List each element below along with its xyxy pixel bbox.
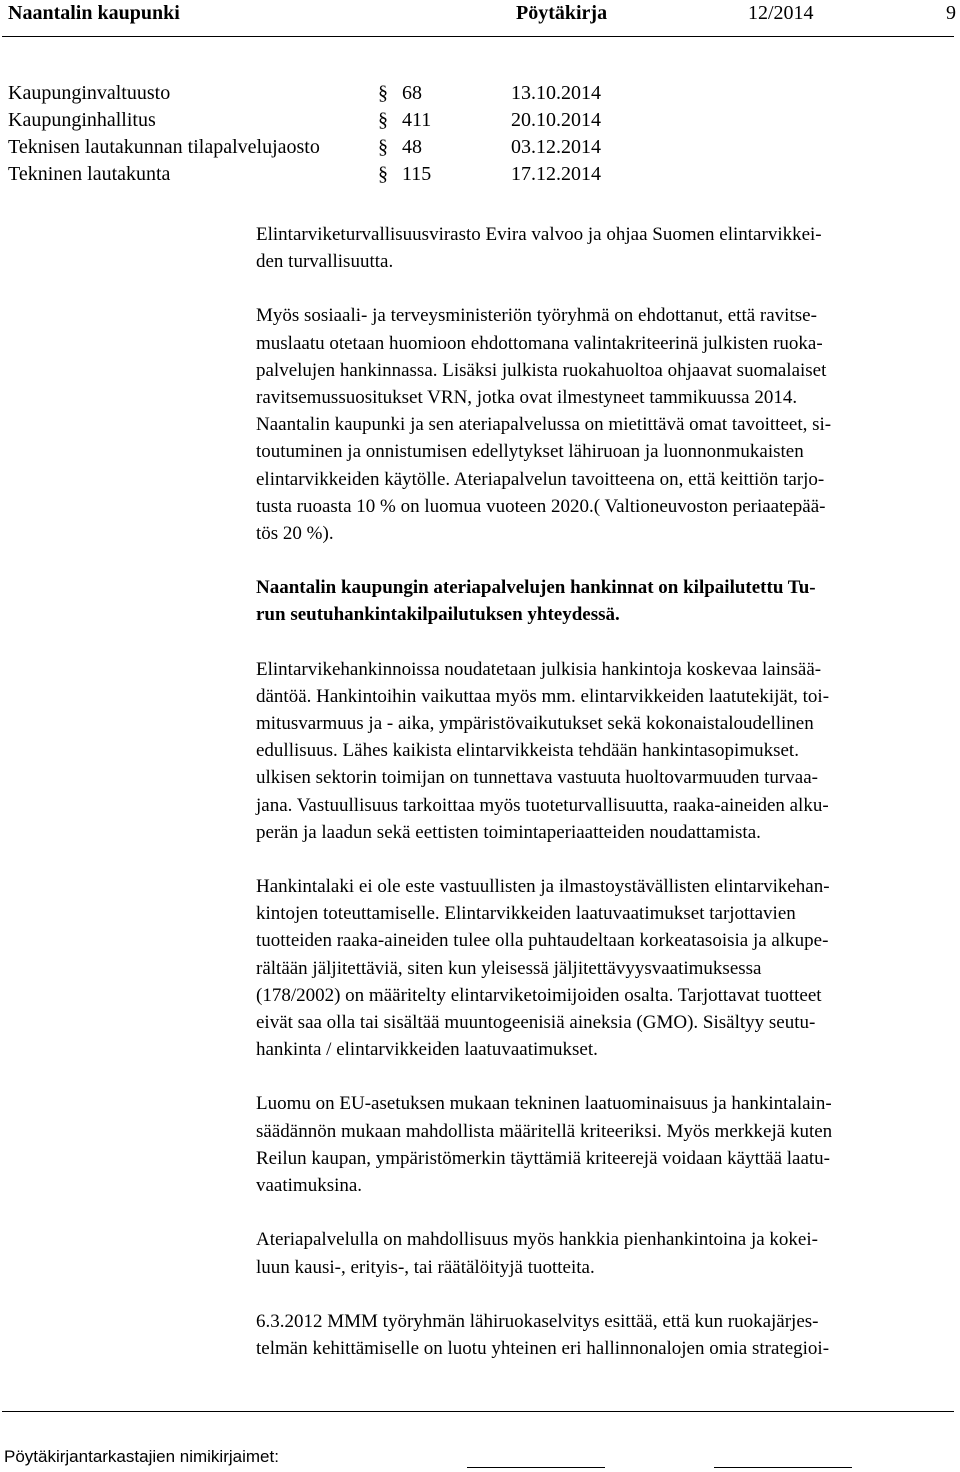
- text-line: säädännön mukaan mahdollista määritellä kriteeriksi. Myös merkkejä kuten: [256, 1120, 833, 1142]
- meeting-reference-table: [8, 82, 708, 190]
- paragraph: [256, 221, 956, 275]
- paragraph-gap: [256, 1281, 956, 1308]
- meeting-date: 13.10.2014: [511, 82, 601, 104]
- meeting-body: Kaupunginhallitus: [8, 109, 156, 131]
- paragraph-gap: [256, 275, 956, 302]
- text-line: kintojen toteuttamiselle. Elintarvikkeiden laatuvaatimukset tarjottavien: [256, 903, 796, 925]
- page-number: 9: [946, 2, 956, 24]
- header-divider: [2, 36, 954, 37]
- section-symbol: §: [378, 136, 388, 158]
- text-line: telmän kehittämiselle on luotu yhteinen eri hallinnonalojen omia strategioi-: [256, 1337, 830, 1359]
- meeting-number: 12/2014: [748, 2, 814, 24]
- text-line: perän ja laadun sekä eettisten toimintaperiaatteiden noudattamista.: [256, 821, 761, 843]
- footer-divider: [2, 1411, 954, 1412]
- section-symbol: §: [378, 163, 388, 185]
- paragraph: [256, 873, 956, 1063]
- text-line: hankinta / elintarvikkeiden laatuvaatimukset.: [256, 1039, 598, 1061]
- text-line: tös 20 %).: [256, 523, 334, 545]
- signature-line: [467, 1467, 605, 1468]
- text-line: edullisuus. Lähes kaikista elintarvikkeista tehdään hankintasopimukset.: [256, 740, 799, 762]
- meeting-body: Kaupunginvaltuusto: [8, 82, 171, 104]
- text-line: mitusvarmuus ja - aika, ympäristövaikutukset sekä kokonaistaloudellinen: [256, 713, 814, 735]
- text-line: Hankintalaki ei ole este vastuullisten ja ilmastoystävällisten elintarvikehan-: [256, 876, 830, 898]
- text-line: toutuminen ja onnistumisen edellytykset lähiruoan ja luonnonmukaisten: [256, 441, 804, 463]
- section-symbol: §: [378, 109, 388, 131]
- meeting-date: 03.12.2014: [511, 136, 601, 158]
- paragraph: [256, 656, 956, 846]
- text-line: jana. Vastuullisuus tarkoittaa myös tuoteturvallisuutta, raaka-aineiden alku-: [256, 794, 829, 816]
- paragraph-gap: [256, 1199, 956, 1226]
- paragraph: [256, 1226, 956, 1280]
- meeting-body: Tekninen lautakunta: [8, 163, 171, 185]
- text-line: Naantalin kaupunki ja sen ateriapalvelussa on mietittävä omat tavoitteet, si-: [256, 414, 832, 436]
- paragraph: [256, 1090, 956, 1199]
- signatures-label: Pöytäkirjantarkastajien nimikirjaimet:: [4, 1447, 279, 1466]
- text-line: Reilun kaupan, ympäristömerkin täyttämiä kriteerejä voidaan käyttää laatu-: [256, 1147, 831, 1169]
- meeting-date: 20.10.2014: [511, 109, 601, 131]
- text-line: Naantalin kaupungin ateriapalvelujen hankinnat on kilpailutettu Tu-: [256, 577, 816, 599]
- page-header: [8, 2, 956, 28]
- section-number: 115: [402, 163, 432, 185]
- text-line: Myös sosiaali- ja terveysministeriön työryhmä on ehdottanut, että ravitse-: [256, 305, 817, 327]
- text-line: eivät saa olla tai sisältää muuntogeenisiä aineksia (GMO). Sisältyy seutu-: [256, 1012, 816, 1034]
- section-number: 48: [402, 136, 422, 158]
- document-body: [256, 221, 956, 1362]
- section-symbol: §: [378, 82, 388, 104]
- document-type: Pöytäkirja: [516, 2, 608, 24]
- text-line: Ateriapalvelulla on mahdollisuus myös hankkia pienhankintoina ja kokei-: [256, 1229, 818, 1251]
- meeting-row: [8, 136, 708, 163]
- section-number: 411: [402, 109, 432, 131]
- organization-name: Naantalin kaupunki: [8, 2, 180, 24]
- paragraph: [256, 574, 956, 628]
- paragraph-gap: [256, 547, 956, 574]
- section-number: 68: [402, 82, 422, 104]
- text-line: ulkisen sektorin toimijan on tunnettava vastuuta huoltovarmuuden turvaa-: [256, 767, 818, 789]
- text-line: vaatimuksina.: [256, 1175, 363, 1197]
- text-line: luun kausi-, erityis-, tai räätälöityjä tuotteita.: [256, 1256, 595, 1278]
- text-line: den turvallisuutta.: [256, 251, 394, 273]
- text-line: tuotteiden raaka-aineiden tulee olla puhtaudeltaan korkeatasoisia ja alkupe-: [256, 930, 829, 952]
- text-line: rältään jäljitettäviä, siten kun yleisessä jäljitettävyysvaatimuksessa: [256, 957, 762, 979]
- meeting-row: [8, 109, 708, 136]
- text-line: palvelujen hankinnassa. Lisäksi julkista ruokahuoltoa ohjaavat suomalaiset: [256, 359, 827, 381]
- text-line: 6.3.2012 MMM työryhmän lähiruokaselvitys esittää, että kun ruokajärjes-: [256, 1310, 819, 1332]
- meeting-body: Teknisen lautakunnan tilapalvelujaosto: [8, 136, 320, 158]
- text-line: elintarvikkeiden käytölle. Ateriapalvelun tavoitteena on, että keittiön tarjo-: [256, 468, 825, 490]
- text-line: Elintarviketurvallisuusvirasto Evira valvoo ja ohjaa Suomen elintarvikkei-: [256, 224, 822, 245]
- paragraph-gap: [256, 629, 956, 656]
- paragraph: [256, 1308, 956, 1362]
- text-line: däntöä. Hankintoihin vaikuttaa myös mm. elintarvikkeiden laatutekijät, toi-: [256, 685, 830, 707]
- text-line: run seutuhankintakilpailutuksen yhteydessä.: [256, 604, 620, 626]
- paragraph-gap: [256, 1063, 956, 1090]
- text-line: Luomu on EU-asetuksen mukaan tekninen laatuominaisuus ja hankintalain-: [256, 1093, 832, 1115]
- signature-line: [714, 1467, 852, 1468]
- meeting-date: 17.12.2014: [511, 163, 601, 185]
- text-line: ravitsemussuositukset VRN, jotka ovat ilmestyneet tammikuussa 2014.: [256, 387, 798, 409]
- text-line: muslaatu otetaan huomioon ehdottomana valintakriteerinä julkisten ruoka-: [256, 332, 823, 354]
- paragraph: [256, 302, 956, 547]
- text-line: Elintarvikehankinnoissa noudatetaan julkisia hankintoja koskevaa lainsää-: [256, 658, 822, 680]
- text-line: tusta ruoasta 10 % on luomua vuoteen 2020.( Valtioneuvoston periaatepää-: [256, 495, 826, 517]
- text-line: (178/2002) on määritelty elintarviketoimijoiden osalta. Tarjottavat tuotteet: [256, 984, 822, 1006]
- meeting-row: [8, 163, 708, 190]
- meeting-row: [8, 82, 708, 109]
- paragraph-gap: [256, 846, 956, 873]
